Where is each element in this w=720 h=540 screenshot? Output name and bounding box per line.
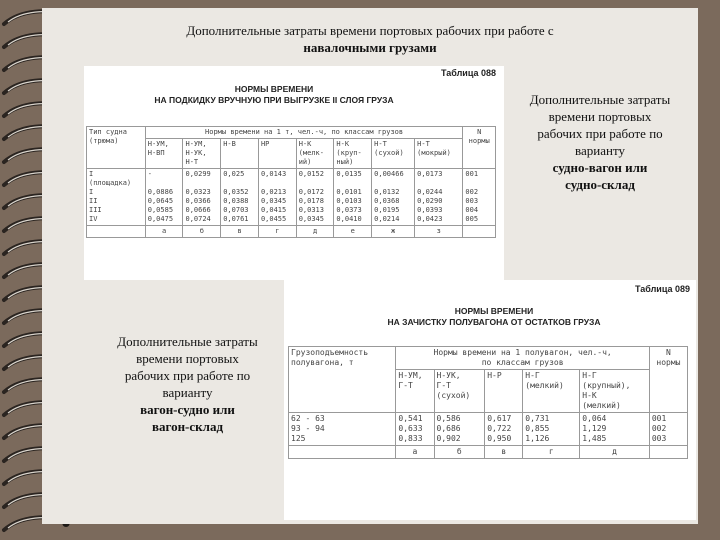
table-088-col-values: 0,0173 0,0244 0,0290 0,0393 0,0423	[415, 169, 463, 226]
table-088-col-norms: Нормы времени на 1 т, чел.-ч, по классам грузов	[145, 127, 463, 139]
note-bold-line: вагон-судно или	[140, 402, 235, 417]
table-088-col-values: 0,0152 0,0172 0,0178 0,0313 0,0345	[296, 169, 334, 226]
table-088-subhead: Н-В	[221, 139, 259, 169]
note-line: Дополнительные затраты	[117, 334, 258, 349]
note-line: Дополнительные затраты	[529, 92, 671, 107]
table-088-letter: е	[334, 226, 372, 238]
table-089-image	[284, 280, 696, 520]
title-line-1: Дополнительные затраты времени портовых рабочих при работе с	[186, 23, 554, 38]
table-089-letter: д	[580, 446, 650, 459]
table-089-nums: 001 002 003	[649, 413, 687, 446]
table-088-col-values: 0,025 0,0352 0,0388 0,0703 0,0761	[221, 169, 259, 226]
table-088-col-values: - 0,0886 0,0645 0,0585 0,0475	[145, 169, 183, 226]
table-088-letter: в	[221, 226, 259, 238]
table-088-col-values: 0,0299 0,0323 0,0366 0,0666 0,0724	[183, 169, 221, 226]
note-bold-line: вагон-склад	[151, 419, 224, 434]
table-089-col-values: 0,541 0,633 0,833	[396, 413, 434, 446]
table-088	[86, 126, 496, 238]
table-089-heading	[344, 306, 644, 328]
table-089-heading-line-1: НОРМЫ ВРЕМЕНИ	[454, 306, 534, 316]
table-088-letter: д	[296, 226, 334, 238]
table-089-col-values: 0,586 0,686 0,902	[434, 413, 485, 446]
table-088-letter: а	[145, 226, 183, 238]
title-line-2: навалочными грузами	[303, 40, 437, 55]
table-088-letter: б	[183, 226, 221, 238]
table-088-col-values: 0,0143 0,0213 0,0345 0,0415 0,0455	[258, 169, 296, 226]
table-089-subhead: Н-Г (крупный), Н-К (мелкий)	[580, 370, 650, 413]
table-088-subhead: Н-Т (сухой)	[372, 139, 415, 169]
table-088-subhead: Н-УМ, Н-ВП	[145, 139, 183, 169]
note-bold-line: судно-вагон или	[552, 160, 648, 175]
table-089-col-values: 0,731 0,855 1,126	[523, 413, 580, 446]
table-088-letter: ж	[372, 226, 415, 238]
table-088-subhead: Н-К (круп- ный)	[334, 139, 372, 169]
table-089-col-values: 0,064 1,129 1,485	[580, 413, 650, 446]
table-089-heading-line-2: НА ЗАЧИСТКУ ПОЛУВАГОНА ОТ ОСТАТКОВ ГРУЗА	[387, 317, 601, 327]
table-088-col-values: 0,0135 0,0101 0,0103 0,0373 0,0410	[334, 169, 372, 226]
table-088-heading	[124, 84, 424, 106]
note-line: варианту	[162, 385, 213, 400]
table-088-label: Таблица 088	[440, 68, 496, 78]
table-088-subhead: Н-К (мелк- ий)	[296, 139, 334, 169]
table-088-heading-line-2: НА ПОДКИДКУ ВРУЧНУЮ ПРИ ВЫГРУЗКЕ II СЛОЯ ГРУЗА	[154, 95, 394, 105]
table-088-subhead: НР	[258, 139, 296, 169]
note-bold-line: судно-склад	[565, 177, 635, 192]
table-089-subhead: Н-Р	[485, 370, 523, 413]
note-line: варианту	[575, 143, 625, 158]
note-line: времени портовых	[136, 351, 239, 366]
table-089	[288, 346, 688, 459]
table-089-subhead: Н-УК, Г-Т (сухой)	[434, 370, 485, 413]
table-088-letter: з	[415, 226, 463, 238]
table-089-col-norms: Нормы времени на 1 полувагон, чел.-ч, по классам грузов	[396, 347, 649, 370]
note-ship-to-wagon	[505, 91, 695, 193]
note-line: времени портовых	[548, 109, 652, 124]
slide-title	[130, 22, 610, 56]
table-089-subhead: Н-Г (мелкий)	[523, 370, 580, 413]
table-088-row-types: I (площадка) I II III IV	[87, 169, 146, 226]
table-088-heading-line-1: НОРМЫ ВРЕМЕНИ	[234, 84, 314, 94]
table-089-capacities: 62 - 63 93 - 94 125	[289, 413, 396, 446]
table-088-subhead: Н-УМ, Н-УК, Н-Т	[183, 139, 221, 169]
table-089-label: Таблица 089	[634, 284, 690, 294]
table-088-col-values: 0,00466 0,0132 0,0368 0,0195 0,0214	[372, 169, 415, 226]
note-wagon-to-ship	[90, 333, 285, 435]
note-line: рабочих при работе по	[124, 368, 251, 383]
table-089-letter: в	[485, 446, 523, 459]
table-088-col-type: Тип судна (трюма)	[87, 127, 146, 169]
table-088-letter: г	[258, 226, 296, 238]
table-089-letter: а	[396, 446, 434, 459]
table-088-subhead: Н-Т (мокрый)	[415, 139, 463, 169]
note-line: рабочих при работе по	[537, 126, 663, 141]
table-089-letter: г	[523, 446, 580, 459]
table-089-col-n: N нормы	[649, 347, 687, 413]
table-089-col-values: 0,617 0,722 0,950	[485, 413, 523, 446]
table-088-col-n: N нормы	[463, 127, 496, 169]
table-089-letter: б	[434, 446, 485, 459]
table-089-subhead: Н-УМ, Г-Т	[396, 370, 434, 413]
table-088-nums: 001 002 003 004 005	[463, 169, 496, 226]
table-088-image	[84, 66, 504, 280]
table-089-col-capacity: Грузоподъемность полувагона, т	[289, 347, 396, 413]
